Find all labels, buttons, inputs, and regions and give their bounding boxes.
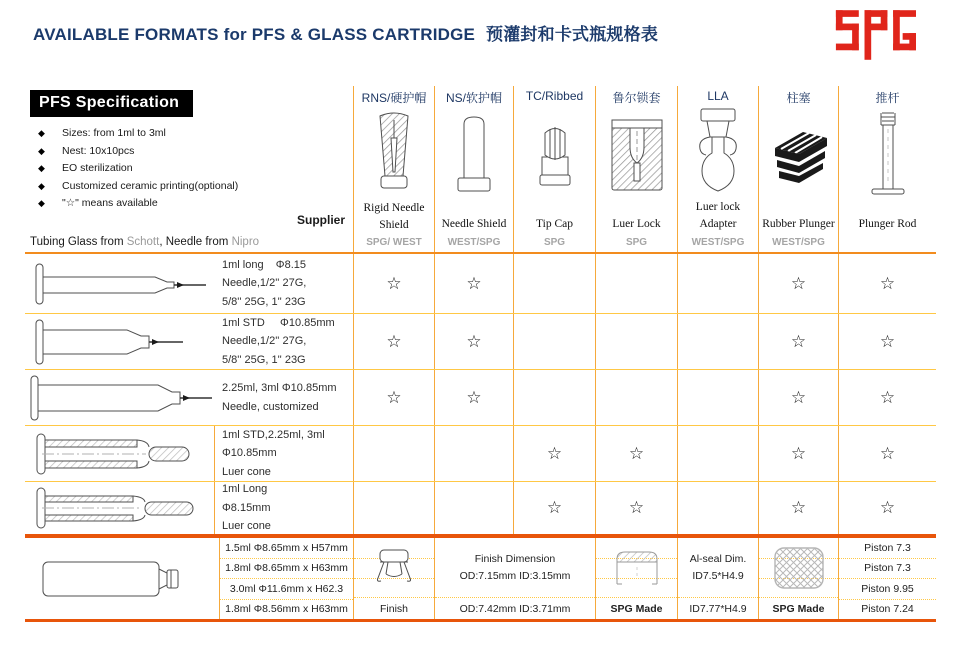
syringe-1ml-long-drawing	[25, 254, 215, 313]
needle-shield-drawing	[446, 106, 502, 204]
cartridge-size: 1.8ml Φ8.65mm x H63mm	[220, 558, 353, 579]
finish-column	[353, 538, 434, 619]
syringe-3ml-drawing	[25, 370, 215, 425]
luer-lock-drawing	[606, 106, 668, 204]
cartridge-section	[25, 538, 936, 622]
column-header-plunger	[758, 86, 838, 252]
pfs-row-1ml-long	[25, 252, 936, 313]
availability-cell: ☆	[838, 254, 936, 313]
column-header-ns	[434, 86, 513, 252]
availability-cell: ☆	[353, 254, 434, 313]
column-title: 鲁尔锁套	[612, 91, 661, 105]
al-seal-drawing	[607, 546, 667, 590]
luer-cone-long-barrel-drawing	[25, 482, 215, 534]
glass-cartridge-drawing	[25, 538, 219, 619]
row-spec-text	[215, 426, 353, 481]
availability-cell	[677, 482, 758, 534]
column-sublabel: Rubber Plunger	[762, 218, 835, 230]
column-sublabel: Tip Cap	[536, 218, 573, 230]
column-header-rns	[353, 86, 434, 252]
availability-cell	[513, 314, 595, 369]
availability-cell: ☆	[838, 314, 936, 369]
column-header-rod	[838, 86, 936, 252]
spec-line: 1ml long Φ8.15	[222, 258, 306, 271]
piston-size: Piston 9.95	[839, 578, 936, 599]
spec-line: 1ml STD,2.25ml, 3ml	[222, 428, 325, 441]
availability-cell	[677, 370, 758, 425]
row-spec-text	[215, 370, 353, 425]
column-header-lla	[677, 86, 758, 252]
availability-cell	[513, 254, 595, 313]
spg-logo-icon	[834, 8, 916, 62]
diamond-bullet-icon: ◆	[38, 145, 45, 156]
pfs-row-1ml-std	[25, 313, 936, 369]
alseal-dim-last: ID7.77*H4.9	[678, 597, 758, 619]
availability-cell: ☆	[434, 314, 513, 369]
finish-dim-title: Finish Dimension	[474, 552, 556, 565]
availability-cell: ☆	[595, 482, 677, 534]
piston-column	[838, 538, 936, 619]
column-header-tc	[513, 86, 595, 252]
spec-line: 2.25ml, 3ml Φ10.85mm	[222, 382, 337, 394]
brand-nipro: Nipro	[231, 236, 260, 248]
alseal-dim-value: ID7.5*H4.9	[692, 569, 744, 582]
finish-dimension-column	[434, 538, 595, 619]
availability-cell	[434, 426, 513, 481]
row-spec-text	[215, 482, 353, 534]
bullet-text: Customized ceramic printing(optional)	[62, 179, 239, 192]
availability-cell	[677, 254, 758, 313]
column-supplier: WEST/SPG	[447, 237, 501, 248]
spec-line: 5/8'' 25G, 1'' 23G	[222, 295, 306, 308]
table-header-row	[25, 86, 936, 252]
pfs-row-luer-cone-std	[25, 425, 936, 481]
availability-cell	[677, 314, 758, 369]
availability-cell: ☆	[758, 254, 838, 313]
column-sublabel: Needle Shield	[441, 218, 507, 230]
plunger-made-label: SPG Made	[759, 597, 838, 619]
alseal-made-label: SPG Made	[596, 597, 677, 619]
finish-dim-last: OD:7.42mm ID:3.71mm	[435, 597, 595, 619]
page-title	[33, 20, 658, 45]
availability-cell	[595, 254, 677, 313]
formats-table	[25, 86, 936, 622]
spec-line: Needle,1/2'' 27G,	[222, 277, 307, 290]
pfs-spec-panel	[25, 86, 353, 252]
cartridge-size: 3.0ml Φ11.6mm x H62.3	[220, 578, 353, 599]
supplier-note	[30, 236, 259, 248]
cartridge-sizes-column	[219, 538, 353, 619]
brand-schott: Schott	[126, 236, 160, 248]
column-header-luerlock	[595, 86, 677, 252]
availability-cell: ☆	[434, 370, 513, 425]
column-sublabel: Luer lock Adapter	[695, 201, 741, 231]
cartridge-size: 1.5ml Φ8.65mm x H57mm	[225, 541, 348, 554]
alseal-column	[595, 538, 677, 619]
luer-lock-adapter-drawing	[688, 103, 748, 199]
bullet-text: Nest: 10x10pcs	[62, 144, 135, 157]
cartridge-plunger-column	[758, 538, 838, 619]
availability-cell: ☆	[758, 370, 838, 425]
column-title: NS/软护帽	[445, 91, 502, 105]
spec-bullet	[25, 143, 353, 161]
availability-cell: ☆	[838, 370, 936, 425]
spec-line: Luer cone	[222, 520, 271, 533]
bullet-text: "☆" means available	[62, 197, 158, 209]
availability-cell	[353, 482, 434, 534]
availability-cell: ☆	[758, 482, 838, 534]
bullet-text: Sizes: from 1ml to 3ml	[62, 127, 166, 139]
spec-line: Φ10.85mm	[222, 447, 277, 460]
diamond-bullet-icon: ◆	[38, 128, 45, 138]
availability-cell: ☆	[758, 426, 838, 481]
spec-bullet	[25, 125, 353, 143]
bullet-text: EO sterilization	[62, 162, 133, 174]
plunger-rod-drawing	[860, 106, 916, 204]
spec-bullet	[25, 195, 353, 213]
finish-drawing	[365, 545, 423, 591]
column-supplier: WEST/SPG	[772, 237, 825, 248]
availability-cell: ☆	[434, 254, 513, 313]
diamond-bullet-icon: ◆	[38, 198, 45, 208]
spec-line: Φ8.15mm	[222, 501, 271, 514]
spec-line: Needle, customized	[222, 400, 319, 413]
spec-line: Needle,1/2'' 27G,	[222, 335, 307, 348]
column-title: TC/Ribbed	[525, 89, 584, 103]
availability-cell: ☆	[838, 482, 936, 534]
finish-dim-value: OD:7.15mm ID:3.15mm	[459, 569, 571, 582]
column-supplier: SPG	[625, 237, 648, 248]
spec-line: 5/8'' 25G, 1'' 23G	[222, 353, 306, 366]
availability-cell: ☆	[513, 426, 595, 481]
spec-line: Luer cone	[222, 465, 271, 478]
column-sublabel: Rigid Needle Shield	[363, 201, 425, 231]
rubber-plunger-drawing	[763, 106, 835, 204]
spec-bullet	[25, 160, 353, 178]
luer-cone-barrel-drawing	[25, 426, 215, 481]
availability-cell: ☆	[595, 426, 677, 481]
note-text: Tubing Glass from	[30, 236, 127, 248]
piston-size: Piston 7.3	[839, 558, 936, 579]
pfs-spec-heading: PFS Specification	[30, 90, 193, 117]
column-title: RNS/硬护帽	[361, 91, 427, 105]
piston-size: Piston 7.24	[839, 599, 936, 620]
spec-bullet-list	[25, 125, 353, 213]
column-title: 柱塞	[786, 91, 811, 105]
column-title: LLA	[707, 89, 729, 103]
row-spec-text	[215, 254, 353, 313]
note-text: , Needle from	[159, 236, 232, 248]
column-supplier: WEST/SPG	[691, 237, 745, 249]
spec-line: 1ml Long	[222, 483, 268, 496]
column-supplier: SPG/ WEST	[366, 237, 422, 249]
cartridge-plunger-drawing	[769, 545, 829, 591]
page-title-cn: 预灌封和卡式瓶规格表	[486, 25, 659, 44]
column-sublabel: Plunger Rod	[858, 218, 917, 230]
spg-logo	[834, 8, 916, 67]
availability-cell: ☆	[353, 314, 434, 369]
availability-cell	[595, 314, 677, 369]
column-title: 推杆	[875, 91, 900, 105]
syringe-1ml-std-drawing	[25, 314, 215, 369]
column-supplier: SPG	[543, 237, 566, 248]
row-spec-text	[215, 314, 353, 369]
availability-cell	[595, 370, 677, 425]
page-title-en: AVAILABLE FORMATS for PFS & GLASS CARTRIDGE	[33, 25, 476, 44]
finish-label: Finish	[354, 597, 434, 619]
rigid-needle-shield-drawing	[362, 106, 426, 200]
diamond-bullet-icon: ◆	[38, 180, 45, 191]
availability-cell	[353, 426, 434, 481]
pfs-row-luer-cone-long	[25, 481, 936, 534]
availability-cell: ☆	[758, 314, 838, 369]
alseal-dim-title: Al-seal Dim.	[689, 552, 747, 565]
piston-size: Piston 7.3	[864, 541, 911, 554]
availability-cell: ☆	[838, 426, 936, 481]
tip-cap-drawing	[527, 103, 583, 201]
supplier-label: Supplier	[296, 213, 345, 227]
column-sublabel: Luer Lock	[612, 218, 661, 230]
pfs-row-2-25ml-3ml	[25, 369, 936, 425]
availability-cell	[513, 370, 595, 425]
cartridge-size: 1.8ml Φ8.56mm x H63mm	[220, 599, 353, 620]
spec-line: 1ml STD Φ10.85mm	[222, 316, 335, 329]
availability-cell	[677, 426, 758, 481]
availability-cell: ☆	[353, 370, 434, 425]
diamond-bullet-icon: ◆	[38, 163, 45, 173]
availability-cell	[434, 482, 513, 534]
availability-cell: ☆	[513, 482, 595, 534]
spec-bullet	[25, 178, 353, 196]
alseal-dimension-column	[677, 538, 758, 619]
